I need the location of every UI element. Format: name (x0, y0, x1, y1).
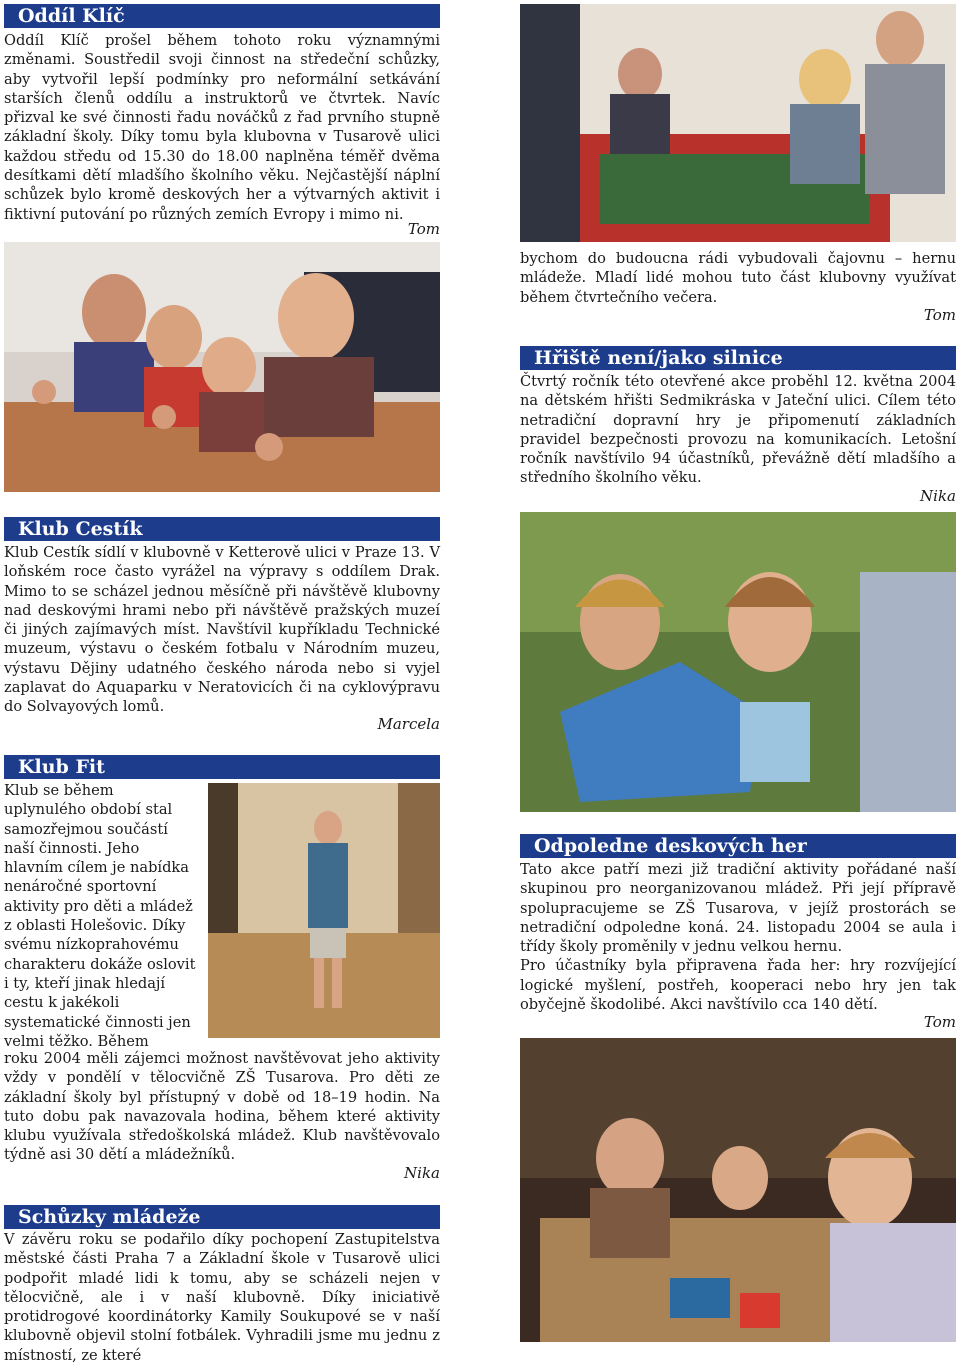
text-klub-fit-wide: roku 2004 měli zájemci možnost navštěvovat jeho aktivity vždy v pondělí v tělocvičně ZŠ Tusarova. Pro děti ze základní školy byl přístupný v době od 18–19 hodin. Na tuto dobu pak navazovala hodina, během které aktivity klubu využívala středoškolská mládež. Klub navštěvovalo týdně asi 30 dětí a mládežníků. (4, 1050, 440, 1164)
author-klub-fit: Nika (404, 1164, 440, 1182)
photo-children-arm-wrestling (4, 242, 440, 492)
author-odpoledne: Tom (923, 1013, 956, 1031)
heading-klub-fit: Klub Fit (4, 755, 440, 779)
photo-board-games (520, 1038, 956, 1342)
text-schuzky-mladeze: V závěru roku se podařilo díky pochopení Zastupitelstva městské části Praha 7 a Základní škole v Tusarově ulici podpořit mladé lidi k tomu, aby se scházeli nejen v tělocvičně, ale i v naší klubovně. Díky iniciativě protidrogové koordinátorky Kamily Soukupové se v naší klubovně objevil stolní fotbálek. Vyhradili jsme mu jednu z místností, ze které (4, 1231, 440, 1364)
photo-kids-with-paper-car (520, 512, 956, 812)
photo-boy-in-gym (208, 783, 440, 1038)
text-klub-cestik: Klub Cestík sídlí v klubovně v Ketterově ulici v Praze 13. V loňském roce často vyrážel na výpravy s oddílem Drak. Mimo to se scházel jednou měsíčně při návštěvě klubovny nad deskovými hrami nebo při návštěvě pražských muzeí či jiných zajímavých míst. Navštívil kupříkladu Technické muzeum, výstavu o českém fotbalu v Národním muzeu, výstavu Dějiny udatného českého národa nebo si vyjel zaplavat do Aquaparku v Neratovicích či na cyklovýpravu do Solvayových lomů. (4, 544, 440, 716)
heading-hriste: Hřiště není/jako silnice (520, 346, 956, 370)
heading-oddil-klic: Oddíl Klíč (4, 4, 440, 28)
text-klub-fit-narrow: Klub se během uplynulého období stal samozřejmou součástí naší činnosti. Jeho hlavním cílem je nabídka nenáročné sportovní aktivity pro děti a mládež z oblasti Holešovic. Díky svému nízkoprahovému charakteru dokáže oslovit i ty, kteří jinak hledají cestu k jakékoli systematické činnosti jen velmi těžko. Během (4, 782, 196, 1050)
photo-table-football (520, 4, 956, 242)
heading-schuzky-mladeze: Schůzky mládeže (4, 1205, 440, 1229)
heading-klub-cestik: Klub Cestík (4, 517, 440, 541)
author-hriste: Nika (920, 487, 956, 505)
text-hriste: Čtvrtý ročník této otevřené akce proběhl 12. května 2004 na dětském hřišti Sedmikráska v Jateční ulici. Cílem této netradiční dopravní hry je připomenutí základních pravidel bezpečnosti provozu na komunikacích. Letošní ročník navštívilo 94 účastníků, převážně dětí mladšího a středního školního věku. (520, 373, 956, 487)
author-klub-cestik: Marcela (377, 715, 440, 733)
author-oddil-klic: Tom (407, 220, 440, 238)
text-odpoledne (520, 860, 956, 1014)
heading-odpoledne: Odpoledne deskových her (520, 834, 956, 858)
text-schuzky-continuation: bychom do budoucna rádi vybudovali čajovnu – hernu mládeže. Mladí lidé mohou tuto část klubovny využívat během čtvrtečního večera. (520, 250, 956, 306)
author-schuzky-mladeze: Tom (923, 306, 956, 324)
text-odpoledne-p1: Tato akce patří mezi již tradiční aktivity pořádané naší skupinou pro neorganizovanou mládež. Při její přípravě spolupracujeme se ZŠ Tusarova, v jejíž prostorách se netradiční odpoledne koná. 24. listopadu 2004 se aula i třídy školy proměnily v jednu velkou hernu. (520, 861, 956, 956)
text-odpoledne-p2: Pro účastníky byla připravena řada her: hry rozvíjející logické myšlení, postřeh, kooperaci nebo hry jen tak obyčejně škodolibé. Akci navštívilo cca 140 dětí. (520, 957, 956, 1014)
text-oddil-klic: Oddíl Klíč prošel během tohoto roku významnými změnami. Soustředil svoji činnost na středeční schůzky, aby vytvořil lepší podmínky pro neformální setkávání starších členů oddílu a instruktorů ve čtvrtek. Navíc přizval ke své činnosti řadu nováčků z řad prvního stupně základní školy. Díky tomu byla klubovna v Tusarově ulici každou středu od 15.30 do 18.00 naplněna téměř dvěma desítkami dětí mladšího školního věku. Nejčastější náplní schůzek bylo kromě deskových her a výtvarných aktivit i fiktivní putování po různých zemích Evropy i mimo ni. (4, 32, 440, 223)
